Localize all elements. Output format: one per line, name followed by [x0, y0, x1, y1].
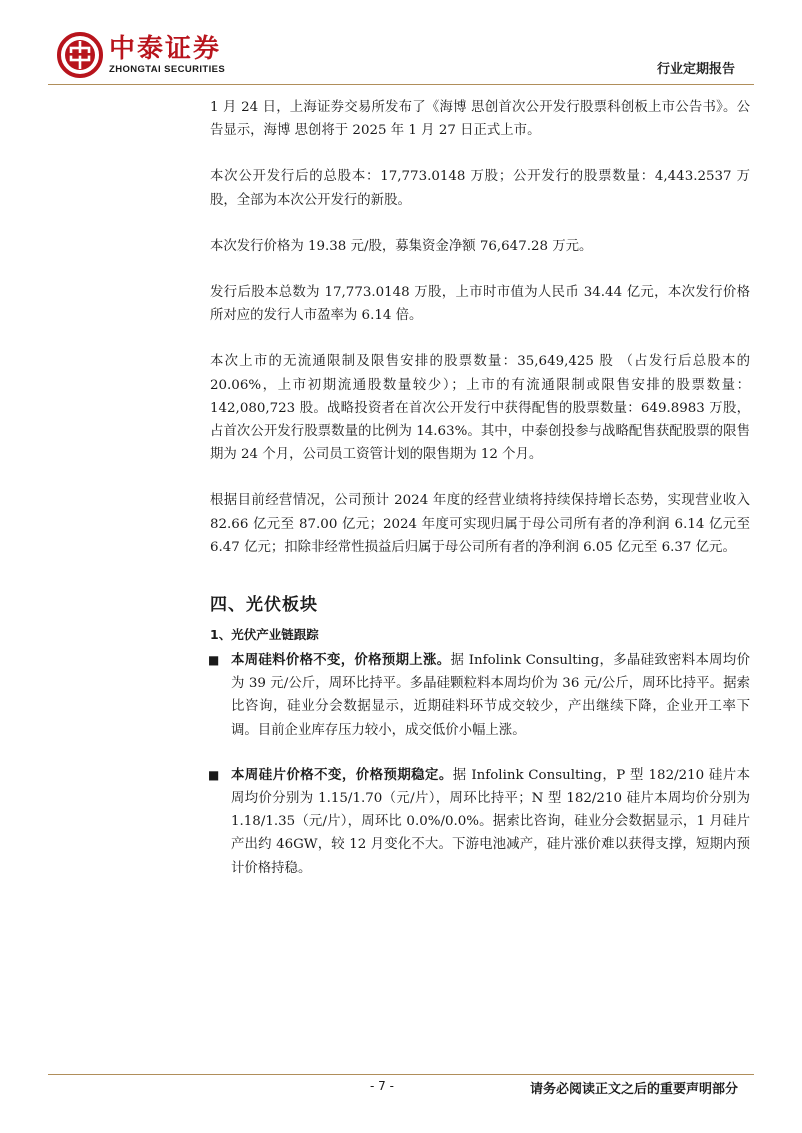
paragraph-restricted-shares: 本次上市的无流通限制及限售安排的股票数量：35,649,425 股 （占发行后总股本的 20.06%，上市初期流通股数量较少）；上市的有流通限制或限售安排的股票数量：142,080,723 股。战略投资者在首次公开发行中获得配售的股票数量：649.8983 万股，占首次公开发行股票数量的比例为 14.63%。其中，中泰创投参与战略配售获配股票的限售期为 24 个月，公司员工资管计划的限售期为 12 个月。 [210, 354, 750, 463]
zhongtai-logo-icon [57, 32, 103, 78]
bullet-wafer [208, 764, 750, 880]
footer-divider [48, 1074, 754, 1075]
section-title-pv: 四、光伏板块 [210, 595, 318, 616]
bullet-body: 据 Infolink Consulting，P 型 182/210 硅片本周均价分别为 1.15/1.70（元/片），周环比持平；N 型 182/210 硅片本周均价分别为 1.18/1.35（元/片），周环比 0.0%/0.0%。据索比咨询，硅业分会数据显示，1 月硅片产出约 46GW，较 12 月变化不大。下游电池减产，硅片涨价难以获得支撑，短期内预计价格持稳。 [231, 767, 750, 876]
page-number: - 7 - [370, 1079, 394, 1093]
company-name-en: ZHONGTAI SECURITIES [109, 64, 226, 75]
square-bullet-icon: ■ [208, 767, 220, 782]
bullet-polysilicon [208, 649, 750, 742]
company-name-cn: 中泰证券 [109, 34, 222, 64]
paragraph-market-value: 发行后股本总数为 17,773.0148 万股，上市时市值为人民币 34.44 亿元，本次发行价格所对应的发行人市盈率为 6.14 倍。 [210, 285, 750, 324]
paragraph-issue-price: 本次发行价格为 19.38 元/股，募集资金净额 76,647.28 万元。 [210, 238, 593, 254]
paragraph-total-shares: 本次公开发行后的总股本：17,773.0148 万股；公开发行的股票数量：4,443.2537 万股，全部为本次公开发行的新股。 [210, 169, 750, 208]
bullet-body: 据 Infolink Consulting，多晶硅致密料本周均价为 39 元/公斤，周环比持平。多晶硅颗粒料本周均价为 36 元/公斤，周环比持平。据索比咨询，硅业分会数据显示，近期硅料环节成交较少，产出继续下降，企业开工率下调。目前企业库存压力较小，成交低价小幅上涨。 [231, 653, 751, 738]
bullet-heading: 本周硅片价格不变，价格预期稳定。 [231, 767, 453, 783]
company-logo [57, 32, 225, 78]
bullet-heading: 本周硅料价格不变，价格预期上涨。 [231, 653, 451, 669]
disclaimer-note: 请务必阅读正文之后的重要声明部分 [529, 1082, 738, 1097]
subsection-title-chain: 1、光伏产业链跟踪 [210, 627, 319, 643]
paragraph-2024-forecast: 根据目前经营情况，公司预计 2024 年度的经营业绩将持续保持增长态势，实现营业收入 82.66 亿元至 87.00 亿元；2024 年度可实现归属于母公司所有者的净利润 6.14 亿元至 6.47 亿元；扣除非经常性损益后归属于母公司所有者的净利润 6.05 亿元至 6.37 亿元。 [210, 493, 750, 555]
square-bullet-icon: ■ [208, 653, 220, 668]
header-divider [48, 84, 754, 85]
report-body [210, 94, 750, 902]
report-type-label: 行业定期报告 [656, 62, 735, 77]
paragraph-listing-announcement: 1 月 24 日，上海证券交易所发布了《海博 思创首次公开发行股票科创板上市公告书》。公告显示，海博 思创将于 2025 年 1 月 27 日正式上市。 [210, 100, 750, 139]
